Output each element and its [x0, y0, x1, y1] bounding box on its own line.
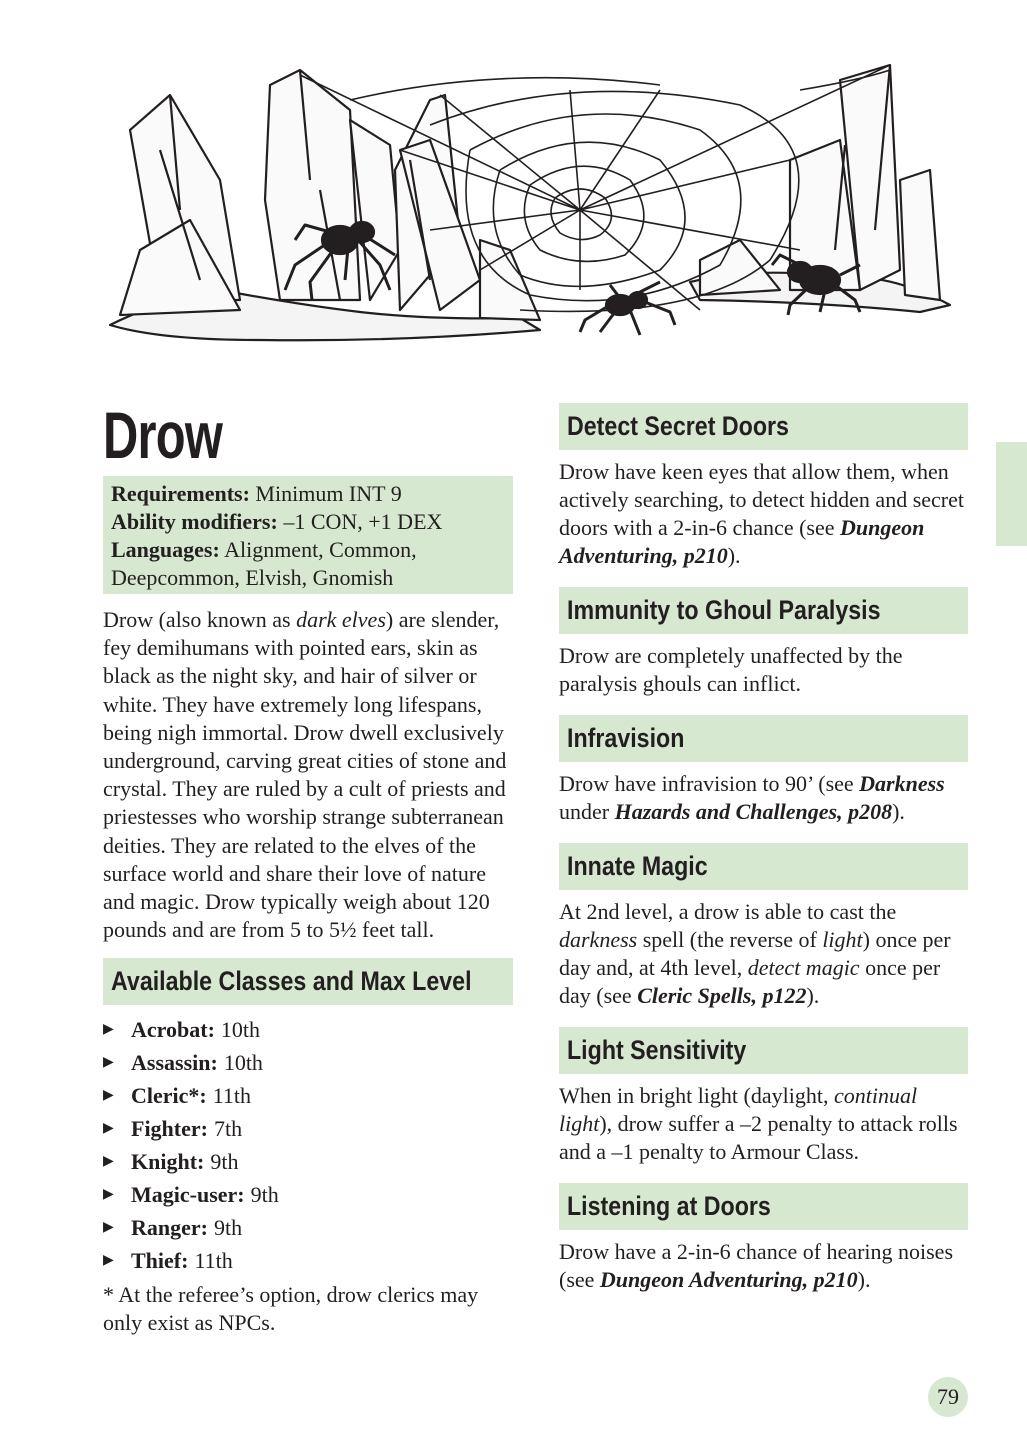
dark-elves-term: dark elves — [296, 607, 386, 632]
section-text: Drow have a 2-in-6 chance of hearing noises (see Dungeon Adventuring, p210). — [559, 1239, 954, 1292]
crystal-rock — [700, 240, 780, 295]
cross-reference: Darkness — [859, 771, 945, 796]
section-text: When in bright light (daylight, continual light), drow suffer a –2 penalty to attack rolls and a –1 penalty to Armour Class. — [559, 1083, 958, 1164]
bullet-arrow-icon: ▶ — [103, 1055, 114, 1071]
section-text: Drow have keen eyes that allow them, when actively searching, to detect hidden and secret doors with a 2-in-6 chance (see Dungeon Adventuring, p210). — [559, 459, 964, 568]
cleric-footnote: * At the referee’s option, drow clerics may only exist as NPCs. — [103, 1282, 479, 1336]
list-item: ▶ Knight: 9th — [103, 1145, 513, 1178]
cross-reference: Hazards and Challenges, p208 — [614, 799, 893, 824]
ability-modifiers-label: Ability modifiers: — [111, 509, 278, 534]
ability-modifiers-line — [111, 508, 505, 536]
spell-name: detect magic — [747, 955, 860, 980]
languages-value: Alignment, Common, Deepcommon, Elvish, Gnomish — [111, 537, 417, 590]
spell-name: darkness — [559, 927, 638, 952]
requirements-value: Minimum INT 9 — [249, 481, 402, 506]
immunity-section — [559, 587, 968, 698]
light-sensitivity-section — [559, 1027, 968, 1166]
bullet-arrow-icon: ▶ — [103, 1154, 114, 1170]
requirements-line — [111, 480, 505, 508]
crystal-rock — [900, 170, 940, 300]
bullet-arrow-icon: ▶ — [103, 1187, 114, 1203]
bullet-arrow-icon: ▶ — [103, 1088, 114, 1104]
languages-label: Languages: — [111, 537, 220, 562]
spell-name: continual light — [559, 1083, 918, 1136]
list-item: ▶ Ranger: 9th — [103, 1211, 513, 1244]
bullet-arrow-icon: ▶ — [103, 1121, 114, 1137]
classes-list — [103, 1013, 513, 1277]
section-heading: Immunity to Ghoul Paralysis — [559, 587, 968, 634]
section-heading: Detect Secret Doors — [559, 403, 968, 450]
cross-reference: Cleric Spells, p122 — [637, 983, 807, 1008]
requirements-box — [103, 476, 513, 594]
right-column — [559, 403, 968, 1311]
description-paragraph: Drow (also known as dark elves) are slender, fey demihumans with pointed ears, skin as black as the night sky, and hair of silver or white. They have extremely long lifespans, being nigh immortal. Drow dwell exclusively underground, carving great cities of stone and crystal. They are ruled by a cult of priests and priestesses who worship strange subterranean deities. They are related to the elves of the surface world and share their love of nature and magic. Drow typically weigh about 120 pounds and are from 5 to 5½ feet tall. — [103, 607, 507, 943]
section-heading: Light Sensitivity — [559, 1027, 968, 1074]
bullet-arrow-icon: ▶ — [103, 1253, 114, 1269]
section-text: Drow have infravision to 90’ (see Darkness under Hazards and Challenges, p208). — [559, 771, 945, 824]
bullet-arrow-icon: ▶ — [103, 1220, 114, 1236]
listening-section — [559, 1183, 968, 1294]
section-text: At 2nd level, a drow is able to cast the darkness spell (the reverse of light) once per day and, at 4th level, detect magic once per day (see Cleric Spells, p122). — [559, 899, 951, 1008]
section-heading: Listening at Doors — [559, 1183, 968, 1230]
list-item: ▶ Thief: 11th — [103, 1244, 513, 1277]
cross-reference: Dungeon Adventuring, p210 — [559, 515, 925, 568]
bullet-arrow-icon: ▶ — [103, 1022, 114, 1038]
ability-modifiers-value: –1 CON, +1 DEX — [277, 509, 443, 534]
list-item: ▶ Acrobat: 10th — [103, 1013, 513, 1046]
chapter-tab — [996, 442, 1027, 546]
section-heading: Infravision — [559, 715, 968, 762]
section-heading: Innate Magic — [559, 843, 968, 890]
languages-line — [111, 536, 505, 592]
classes-heading: Available Classes and Max Level — [103, 958, 513, 1005]
left-column — [103, 400, 513, 1337]
spider-web-illustration — [100, 50, 960, 350]
cross-reference: Dungeon Adventuring, p210 — [599, 1267, 858, 1292]
detect-secret-doors-section — [559, 403, 968, 570]
innate-magic-section — [559, 843, 968, 1010]
requirements-label: Requirements: — [111, 481, 250, 506]
list-item: ▶ Cleric*: 11th — [103, 1079, 513, 1112]
infravision-section — [559, 715, 968, 826]
page-title: Drow — [103, 398, 223, 472]
section-text: Drow are completely unaffected by the paralysis ghouls can inflict. — [559, 643, 903, 696]
list-item: ▶ Assassin: 10th — [103, 1046, 513, 1079]
list-item: ▶ Fighter: 7th — [103, 1112, 513, 1145]
spell-name: light — [822, 927, 863, 952]
page-number: 79 — [928, 1377, 968, 1417]
list-item: ▶ Magic-user: 9th — [103, 1178, 513, 1211]
